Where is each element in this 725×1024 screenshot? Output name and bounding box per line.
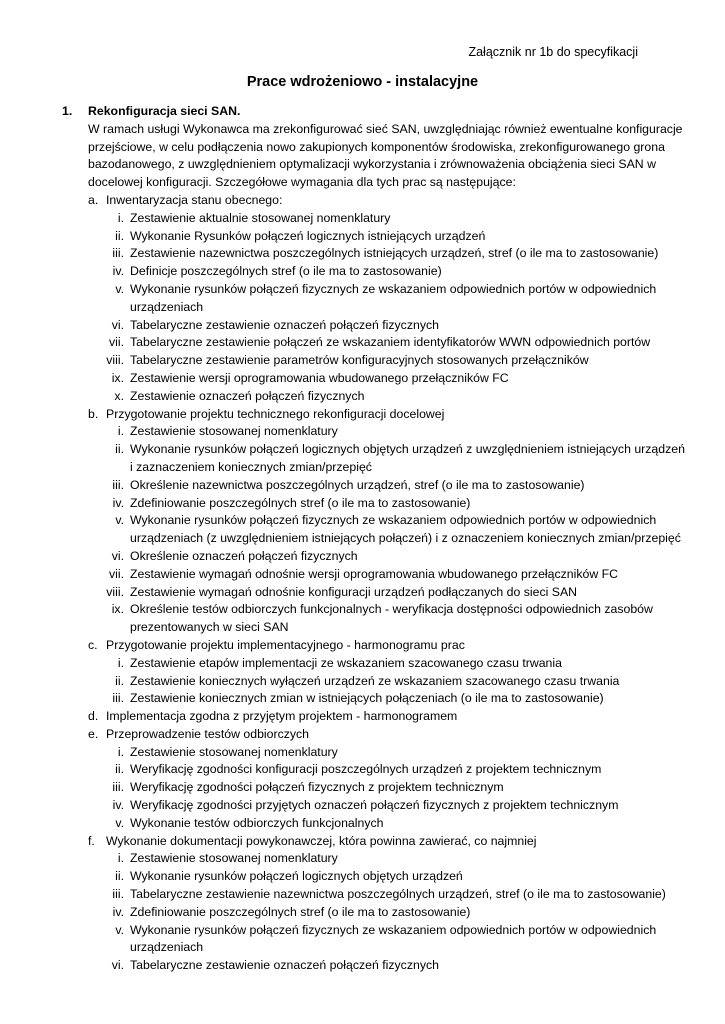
- list-item-marker: ix.: [111, 370, 124, 385]
- subsection-d: [0, 708, 725, 726]
- subsection-list: [0, 192, 725, 975]
- list-item-marker: iv.: [112, 495, 124, 510]
- list-item-line: Wykonanie rysunków połączeń logicznych objętych urządzeń z uwzględnieniem istniejących urządzeń: [130, 442, 685, 457]
- list-item-marker: i.: [117, 744, 124, 759]
- list-item: [0, 441, 725, 477]
- list-item-line: Wykonanie rysunków połączeń fizycznych ze wskazaniem odpowiednich portów w odpowiednich: [130, 281, 657, 296]
- list-item-marker: iii.: [112, 691, 124, 706]
- subsection-marker: f.: [88, 833, 95, 848]
- list-item-line: Wykonanie Rysunków połączeń logicznych istniejących urządzeń: [130, 228, 486, 243]
- subsection-c: [0, 637, 725, 655]
- section-heading: [0, 103, 725, 121]
- list-item-marker: vii.: [108, 566, 124, 581]
- list-item-marker: ii.: [115, 869, 124, 884]
- list-item: [0, 779, 725, 797]
- list-item-line: Zestawienie stosowanej nomenklatury: [130, 851, 338, 866]
- subsection-label: Przygotowanie projektu technicznego rekonfiguracji docelowej: [106, 406, 445, 421]
- list-item-line: i zaznaczeniem koniecznych zmian/przepięć: [130, 459, 372, 474]
- subsection-label: Przeprowadzenie testów odbiorczych: [106, 726, 310, 741]
- list-item-marker: x.: [114, 388, 124, 403]
- list-item-marker: iii.: [112, 477, 124, 492]
- list-item-line: Zestawienie wersji oprogramowania wbudowanego przełączników FC: [130, 370, 509, 385]
- subsection-b: [0, 406, 725, 424]
- subsection-marker: c.: [88, 637, 98, 652]
- list-item-marker: v.: [115, 815, 124, 830]
- list-item-line: Wykonanie testów odbiorczych funkcjonalnych: [130, 815, 384, 830]
- list-item: [0, 281, 725, 317]
- list-item: [0, 690, 725, 708]
- list-item-line: urządzeniach (z uwzględnieniem istniejących połączeń) i z oznaczeniem koniecznych zmian/przepięć: [130, 531, 681, 546]
- subsection-marker: d.: [88, 709, 99, 724]
- list-item: [0, 673, 725, 691]
- list-item-line: Tabelaryczne zestawienie połączeń ze wskazaniem identyfikatorów WWN odpowiednich portów: [130, 335, 651, 350]
- list-item-marker: vii.: [108, 335, 124, 350]
- list-item-line: Tabelaryczne zestawienie parametrów konfiguracyjnych stosowanych przełączników: [130, 353, 589, 368]
- subsection-label: Inwentaryzacja stanu obecnego:: [106, 192, 283, 207]
- list-item-marker: viii.: [106, 584, 124, 599]
- list-item-line: urządzeniach: [130, 940, 204, 955]
- subsection-f: [0, 833, 725, 851]
- list-item-line: Zdefiniowanie poszczególnych stref (o ile ma to zastosowanie): [130, 904, 471, 919]
- list-item-line: Tabelaryczne zestawienie oznaczeń połączeń fizycznych: [130, 317, 439, 332]
- intro-line: W ramach usługi Wykonawca ma zrekonfigurować sieć SAN, uwzględniając również ewentualne konfiguracje: [88, 121, 683, 136]
- list-item-line: Weryfikację zgodności połączeń fizycznych z projektem technicznym: [130, 780, 504, 795]
- list-item: [0, 886, 725, 904]
- list-item-marker: vi.: [111, 317, 124, 332]
- list-item-marker: ii.: [115, 673, 124, 688]
- list-item: [0, 655, 725, 673]
- list-item-marker: vi.: [111, 958, 124, 973]
- subsection-label: Implementacja zgodna z przyjętym projektem - harmonogramem: [106, 709, 458, 724]
- list-item-line: prezentowanych w sieci SAN: [130, 620, 289, 635]
- list-item-marker: iv.: [112, 904, 124, 919]
- list-item: [0, 548, 725, 566]
- list-item-marker: iii.: [112, 246, 124, 261]
- list-item: [0, 370, 725, 388]
- list-item: [0, 744, 725, 762]
- list-item-line: urządzeniach: [130, 299, 204, 314]
- list-item: [0, 210, 725, 228]
- list-item: [0, 495, 725, 513]
- list-item-line: Zestawienie aktualnie stosowanej nomenklatury: [130, 210, 391, 225]
- subsection-marker: e.: [88, 726, 99, 741]
- list-item-line: Określenie testów odbiorczych funkcjonalnych - weryfikacja dostępności odpowiednich zasobów: [130, 602, 653, 617]
- list-item: [0, 850, 725, 868]
- list-item-line: Weryfikację zgodności przyjętych oznaczeń połączeń fizycznych z projektem technicznym: [130, 798, 619, 813]
- page-title: Prace wdrożeniowo - instalacyjne: [246, 74, 479, 90]
- list-item: [0, 423, 725, 441]
- list-item: [0, 584, 725, 602]
- subsection-a: [0, 192, 725, 210]
- section-number: 1.: [62, 104, 73, 118]
- list-item: [0, 797, 725, 815]
- list-item-marker: v.: [115, 281, 124, 296]
- list-item-line: Wykonanie rysunków połączeń fizycznych ze wskazaniem odpowiednich portów w odpowiednich: [130, 513, 657, 528]
- attachment-label: Załącznik nr 1b do specyfikacji: [468, 45, 638, 59]
- section-title: Rekonfiguracja sieci SAN.: [88, 104, 241, 118]
- list-item-marker: v.: [115, 922, 124, 937]
- list-item-line: Zestawienie oznaczeń połączeń fizycznych: [130, 388, 365, 403]
- list-item: [0, 388, 725, 406]
- list-item-marker: v.: [115, 513, 124, 528]
- list-item-line: Zdefiniowanie poszczególnych stref (o ile ma to zastosowanie): [130, 495, 471, 510]
- list-item: [0, 601, 725, 637]
- list-item-marker: ii.: [115, 228, 124, 243]
- subsection-label: Wykonanie dokumentacji powykonawczej, która powinna zawierać, co najmniej: [106, 833, 537, 848]
- list-item-marker: viii.: [106, 353, 124, 368]
- list-item-line: Określenie nazewnictwa poszczególnych urządzeń, stref (o ile ma to zastosowanie): [130, 477, 585, 492]
- list-item-marker: i.: [117, 655, 124, 670]
- list-item: [0, 512, 725, 548]
- list-item-line: Zestawienie wymagań odnośnie konfiguracji urządzeń podłączanych do sieci SAN: [130, 584, 578, 599]
- list-item-line: Tabelaryczne zestawienie oznaczeń połączeń fizycznych: [130, 958, 439, 973]
- list-item: [0, 228, 725, 246]
- list-item-line: Definicje poszczególnych stref (o ile ma to zastosowanie): [130, 264, 442, 279]
- intro-line: docelowej konfiguracji. Szczegółowe wymagania dla tych prac są następujące:: [88, 175, 516, 190]
- list-item: [0, 566, 725, 584]
- list-item-line: Określenie oznaczeń połączeń fizycznych: [130, 548, 358, 563]
- list-item: [0, 868, 725, 886]
- list-item: [0, 761, 725, 779]
- list-item-marker: i.: [117, 851, 124, 866]
- list-item: [0, 263, 725, 281]
- list-item-line: Zestawienie etapów implementacji ze wskazaniem szacowanego czasu trwania: [130, 655, 562, 670]
- list-item-line: Weryfikację zgodności konfiguracji poszczególnych urządzeń z projektem technicznym: [130, 762, 602, 777]
- list-item: [0, 904, 725, 922]
- list-item-line: Zestawienie stosowanej nomenklatury: [130, 424, 338, 439]
- list-item-line: Zestawienie koniecznych zmian w istniejących połączeniach (o ile ma to zastosowanie): [130, 691, 604, 706]
- subsection-label: Przygotowanie projektu implementacyjnego - harmonogramu prac: [106, 637, 465, 652]
- list-item: [0, 352, 725, 370]
- list-item-marker: iii.: [112, 780, 124, 795]
- list-item-marker: vi.: [111, 548, 124, 563]
- list-item: [0, 334, 725, 352]
- list-item-marker: ii.: [115, 762, 124, 777]
- list-item-line: Zestawienie nazewnictwa poszczególnych istniejących urządzeń, stref (o ile ma to zastosowanie): [130, 246, 659, 261]
- list-item: [0, 922, 725, 958]
- list-item-marker: i.: [117, 210, 124, 225]
- subsection-e: [0, 726, 725, 744]
- list-item: [0, 957, 725, 975]
- intro-line: przejściowe, w celu podłączenia nowo zakupionych komponentów środowiska, zrekonfigurowanego grona: [88, 139, 665, 154]
- list-item-marker: iii.: [112, 887, 124, 902]
- subsection-marker: a.: [88, 192, 99, 207]
- list-item-marker: iv.: [112, 798, 124, 813]
- list-item: [0, 317, 725, 335]
- intro-line: bazodanowego, z uwzględnieniem optymalizacji wykorzystania i zrównoważenia obciążenia sieci SAN w: [88, 157, 656, 172]
- list-item-marker: iv.: [112, 264, 124, 279]
- list-item-line: Zestawienie koniecznych wyłączeń urządzeń ze wskazaniem szacowanego czasu trwania: [130, 673, 620, 688]
- list-item-line: Wykonanie rysunków połączeń fizycznych ze wskazaniem odpowiednich portów w odpowiednich: [130, 922, 657, 937]
- intro-paragraph: [0, 121, 725, 192]
- list-item-marker: i.: [117, 424, 124, 439]
- list-item: [0, 477, 725, 495]
- list-item: [0, 815, 725, 833]
- list-item-line: Wykonanie rysunków połączeń logicznych objętych urządzeń: [130, 869, 463, 884]
- list-item: [0, 245, 725, 263]
- subsection-marker: b.: [88, 406, 99, 421]
- list-item-line: Zestawienie stosowanej nomenklatury: [130, 744, 338, 759]
- list-item-marker: ix.: [111, 602, 124, 617]
- list-item-marker: ii.: [115, 442, 124, 457]
- list-item-line: Tabelaryczne zestawienie nazewnictwa poszczególnych urządzeń, stref (o ile ma to zastosowanie): [130, 887, 666, 902]
- list-item-line: Zestawienie wymagań odnośnie wersji oprogramowania wbudowanego przełączników FC: [130, 566, 619, 581]
- document-body: [0, 103, 725, 975]
